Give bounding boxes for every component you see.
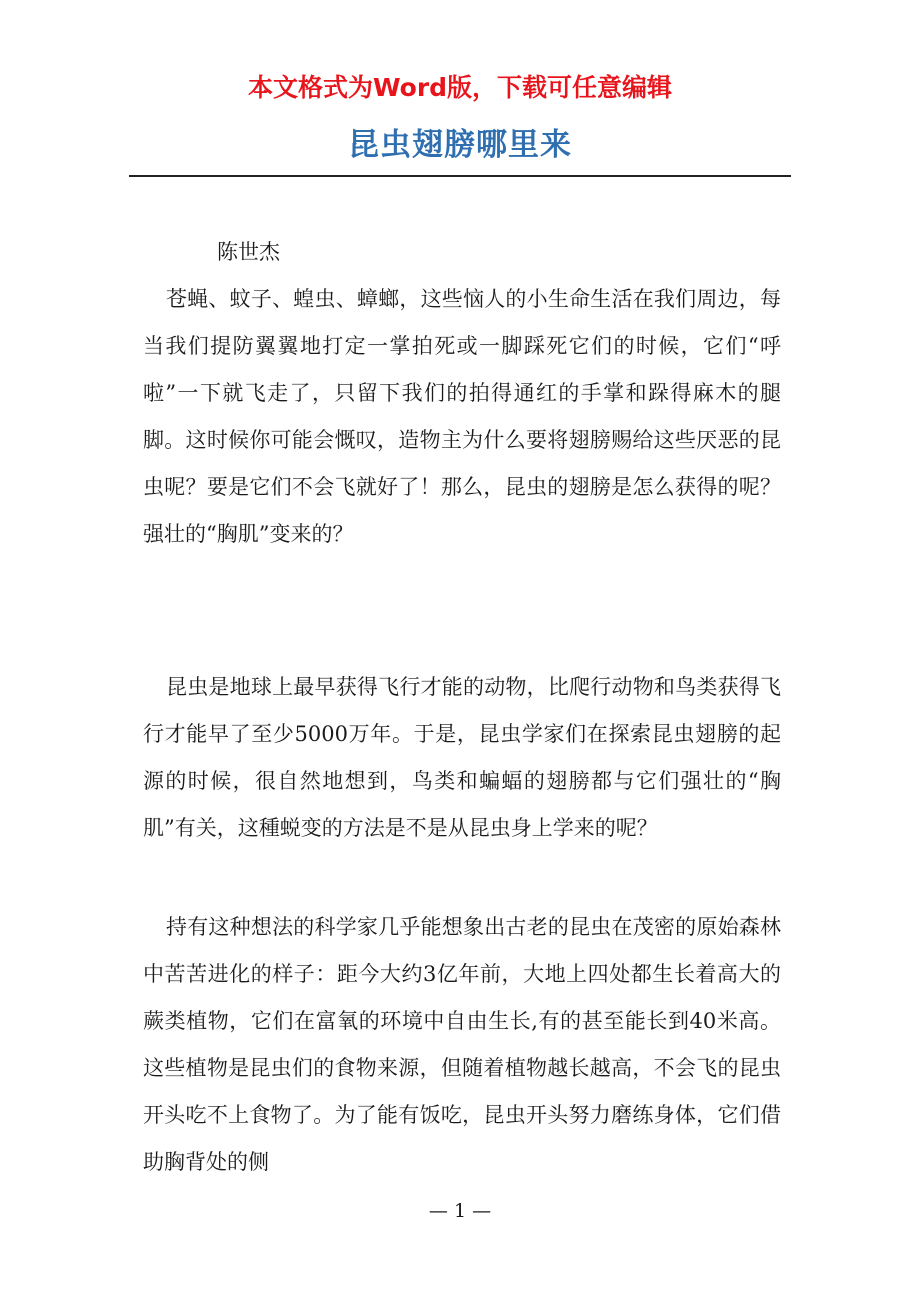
download-notice-banner: 本文格式为Word版，下载可任意编辑 [247, 73, 673, 102]
title-divider [129, 175, 791, 177]
author-name: 陈世杰 [217, 240, 280, 264]
paragraph-2: 昆虫是地球上最早获得飞行才能的动物，比爬行动物和鸟类获得飞行才能早了至少5000万年。于是，昆虫学家们在探索昆虫翅膀的起源的时候，很自然地想到，鸟类和蝙蝠的翅膀都与它们强壮的“胸肌”有关，这種蜕变的方法是不是从昆虫身上学来的呢？ [143, 675, 781, 840]
paragraph-1: 苍蝇、蚊子、蝗虫、蟑螂，这些恼人的小生命生活在我们周边，每当我们提防翼翼地打定一掌拍死或一脚踩死它们的时候，它们“呼啦”一下就飞走了，只留下我们的拍得通红的手掌和跺得麻木的腿脚。这时候你可能会慨叹，造物主为什么要将翅膀赐给这些厌恶的昆虫呢？要是它们不会飞就好了！那么，昆虫的翅膀是怎么获得的呢？强壮的“胸肌”变来的？ [143, 287, 781, 546]
page-title: 昆虫翅膀哪里来 [348, 127, 572, 163]
page-number: — 1 — [428, 1200, 492, 1222]
paragraph-3: 持有这种想法的科学家几乎能想象出古老的昆虫在茂密的原始森林中苦苦进化的样子：距今大约3亿年前，大地上四处都生长着高大的蕨类植物，它们在富氧的环境中自由生长,有的甚至能长到40米高。这些植物是昆虫们的食物来源，但随着植物越长越高，不会飞的昆虫开头吃不上食物了。为了能有饭吃，昆虫开头努力磨练身体，它们借助胸背处的侧 [143, 915, 781, 1174]
